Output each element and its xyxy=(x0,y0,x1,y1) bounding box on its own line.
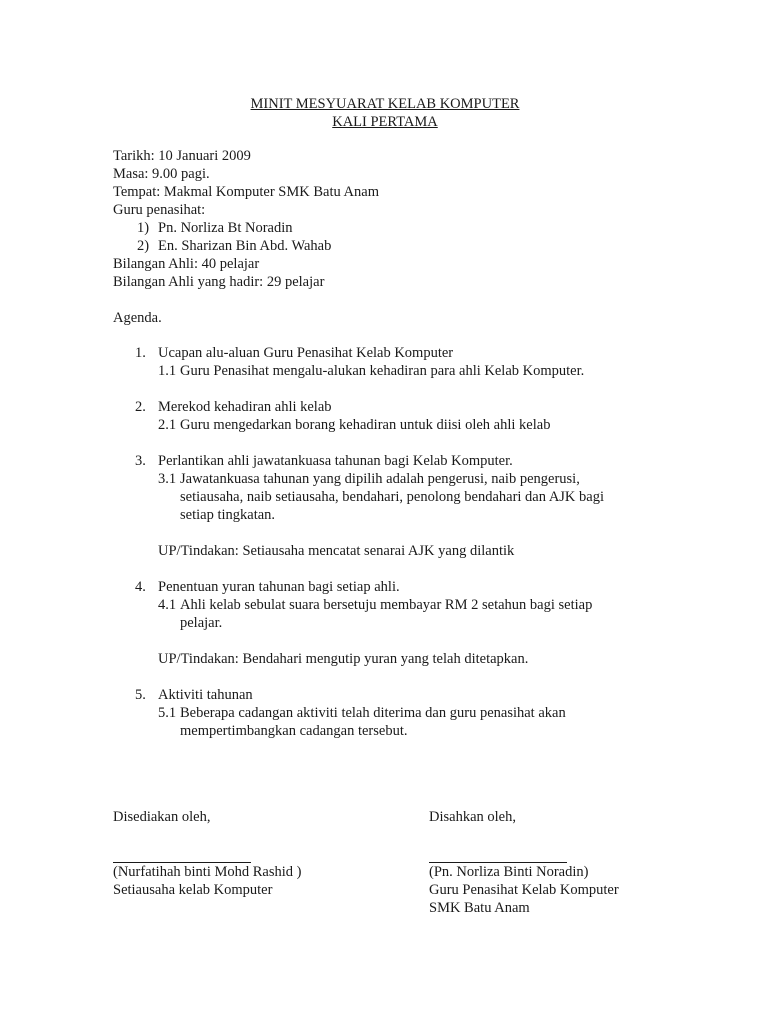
agenda-subitem-text: Ahli kelab sebulat suara bersetuju membayar RM 2 setahun bagi setiap xyxy=(180,597,593,613)
agenda-item-title: Merekod kehadiran ahli kelab xyxy=(158,399,332,415)
subtitle-line: KALI PERTAMA xyxy=(332,114,438,130)
signature-approved xyxy=(429,808,619,917)
agenda-item xyxy=(113,398,633,434)
agenda-item-number: 2. xyxy=(135,399,146,415)
signature-prepared xyxy=(113,808,301,899)
advisor-name: Pn. Norliza Bt Noradin xyxy=(158,220,293,236)
agenda-subitem-number: 3.1 xyxy=(158,471,177,487)
agenda-subitem-text: setiap tingkatan. xyxy=(180,507,276,523)
agenda-subitem-text: setiausaha, naib setiausaha, bendahari, penolong bendahari dan AJK bagi xyxy=(180,489,604,505)
agenda-subitem-text: mempertimbangkan cadangan tersebut. xyxy=(180,723,408,739)
agenda-subitem-number: 1.1 xyxy=(158,363,177,379)
action-note: UP/Tindakan: Bendahari mengutip yuran yang telah ditetapkan. xyxy=(158,651,529,667)
agenda-subitem xyxy=(113,470,633,524)
approved-school: SMK Batu Anam xyxy=(429,900,530,916)
agenda-item-heading xyxy=(113,452,633,470)
agenda-item-title: Perlantikan ahli jawatankuasa tahunan bagi Kelab Komputer. xyxy=(158,453,513,469)
title-line: MINIT MESYUARAT KELAB KOMPUTER xyxy=(250,96,520,112)
agenda-item-title: Aktiviti tahunan xyxy=(158,687,253,703)
action-note: UP/Tindakan: Setiausaha mencatat senarai AJK yang dilantik xyxy=(158,543,515,559)
member-count-line: Bilangan Ahli: 40 pelajar xyxy=(113,256,260,272)
agenda-subitem-text: Beberapa cadangan aktiviti telah diterima dan guru penasihat akan xyxy=(180,705,566,721)
meeting-info xyxy=(113,147,379,291)
attendance-line: Bilangan Ahli yang hadir: 29 pelajar xyxy=(113,274,325,290)
agenda-subitem xyxy=(113,362,633,380)
agenda-subitem-text: Jawatankuasa tahunan yang dipilih adalah pengerusi, naib pengerusi, xyxy=(180,471,580,487)
agenda-subitem-text: Guru Penasihat mengalu-alukan kehadiran para ahli Kelab Komputer. xyxy=(180,363,585,379)
date-line: Tarikh: 10 Januari 2009 xyxy=(113,148,251,164)
agenda-item-number: 4. xyxy=(135,579,146,595)
time-line: Masa: 9.00 pagi. xyxy=(113,166,210,182)
agenda-item xyxy=(113,452,633,560)
agenda-list xyxy=(113,344,633,758)
agenda-item-heading xyxy=(113,398,633,416)
agenda-item-heading xyxy=(113,578,633,596)
agenda-item xyxy=(113,578,633,668)
agenda-subitem xyxy=(113,596,633,632)
advisor-item xyxy=(113,237,379,255)
agenda-subitem-number: 4.1 xyxy=(158,597,177,613)
agenda-subitem-text: Guru mengedarkan borang kehadiran untuk diisi oleh ahli kelab xyxy=(180,417,551,433)
advisor-label: Guru penasihat: xyxy=(113,202,206,218)
agenda-heading: Agenda. xyxy=(113,310,162,326)
agenda-item xyxy=(113,344,633,380)
agenda-item-number: 1. xyxy=(135,345,146,361)
agenda-item-heading xyxy=(113,344,633,362)
agenda-subitem-number: 5.1 xyxy=(158,705,177,721)
signature-line xyxy=(113,844,251,863)
signature-line xyxy=(429,844,567,863)
approved-name: (Pn. Norliza Binti Noradin) xyxy=(429,864,589,880)
agenda-subitem xyxy=(113,416,633,434)
place-line: Tempat: Makmal Komputer SMK Batu Anam xyxy=(113,184,379,200)
agenda-subitem xyxy=(113,704,633,740)
advisor-name: En. Sharizan Bin Abd. Wahab xyxy=(158,238,332,254)
agenda-item-number: 3. xyxy=(135,453,146,469)
prepared-role: Setiausaha kelab Komputer xyxy=(113,882,273,898)
approved-label: Disahkan oleh, xyxy=(429,809,516,825)
document-title xyxy=(0,95,768,131)
agenda-item-title: Ucapan alu-aluan Guru Penasihat Kelab Komputer xyxy=(158,345,454,361)
advisor-number: 2) xyxy=(137,238,150,254)
prepared-name: (Nurfatihah binti Mohd Rashid ) xyxy=(113,864,302,880)
approved-role: Guru Penasihat Kelab Komputer xyxy=(429,882,619,898)
agenda-item-number: 5. xyxy=(135,687,146,703)
advisor-number: 1) xyxy=(137,220,150,236)
advisor-item xyxy=(113,219,379,237)
agenda-item-title: Penentuan yuran tahunan bagi setiap ahli. xyxy=(158,579,400,595)
agenda-item xyxy=(113,686,633,740)
agenda-subitem-number: 2.1 xyxy=(158,417,177,433)
prepared-label: Disediakan oleh, xyxy=(113,809,211,825)
agenda-item-heading xyxy=(113,686,633,704)
agenda-subitem-text: pelajar. xyxy=(180,615,223,631)
